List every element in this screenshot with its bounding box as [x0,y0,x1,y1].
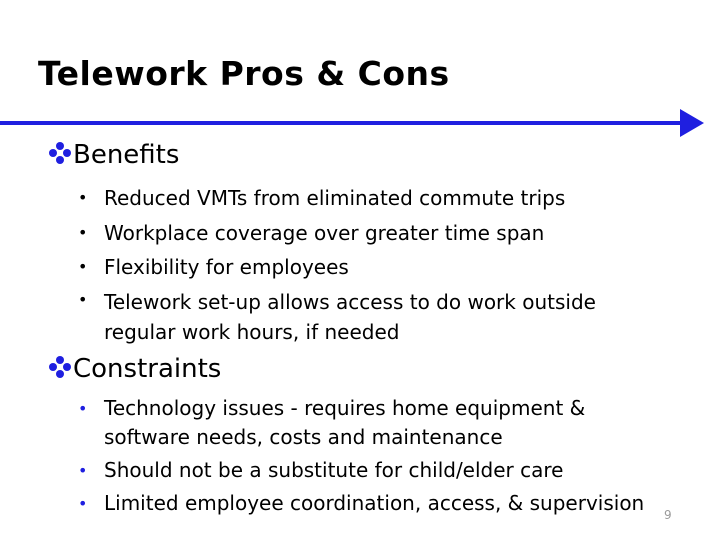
constraints-list [74,394,644,522]
diamond-bullet-icon [48,141,72,165]
list-item: • Limited employee coordination, access, & supervision [74,489,644,518]
list-item: • Flexibility for employees [74,250,596,285]
bullet-dot-icon: • [78,461,88,480]
benefits-heading [48,140,179,170]
list-item: • Technology issues - requires home equipment & software needs, costs and maintenance [78,396,586,449]
benefits-list [74,181,596,347]
benefits-heading-label: Benefits [73,140,180,170]
list-item: • Reduced VMTs from eliminated commute trips [74,181,596,216]
constraints-heading [48,354,221,384]
list-item: • Workplace coverage over greater time span [74,216,596,251]
bullet-dot-icon: • [78,494,88,513]
bullet-dot-icon: • [78,257,88,276]
page-number: 9 [664,508,672,522]
constraints-heading-label: Constraints [73,354,222,384]
list-item: • Should not be a substitute for child/elder care [74,456,644,485]
title-underline-arrow [0,108,706,138]
bullet-dot-icon: • [78,399,88,418]
list-item: • Telework set-up allows access to do work outside regular work hours, if needed [74,285,596,347]
slide-title: Telework Pros & Cons [38,54,450,93]
bullet-dot-icon: • [78,289,88,309]
bullet-dot-icon: • [78,188,88,207]
diamond-bullet-icon [48,355,72,379]
bullet-dot-icon: • [78,222,88,242]
